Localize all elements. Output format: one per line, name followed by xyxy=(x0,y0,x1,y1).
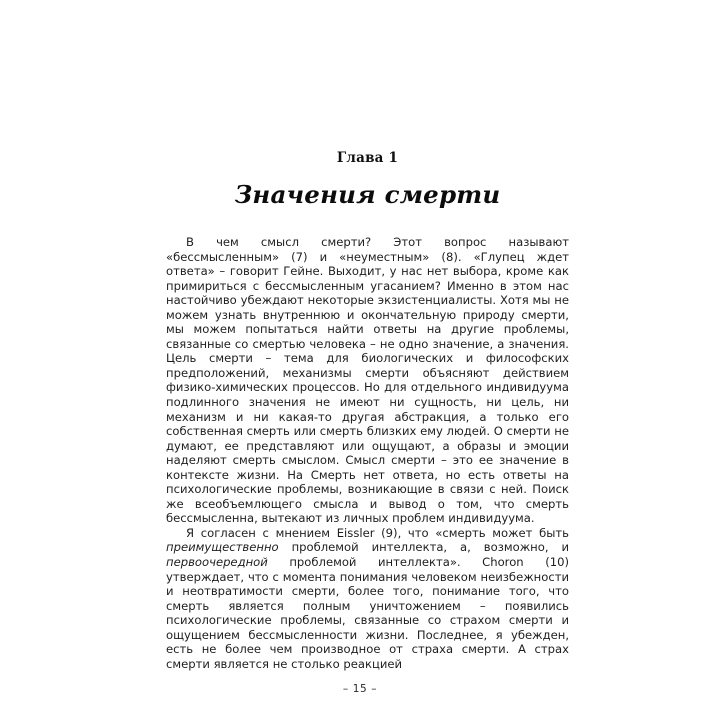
page-number: – 15 – xyxy=(342,683,378,695)
paragraph-2-seg-2: проблемой интеллекта, а, возможно, и xyxy=(278,540,569,555)
body-paragraph-1 xyxy=(166,235,569,526)
page-content xyxy=(166,150,569,671)
paragraph-2-seg-0: Я согласен с мнением Eissler (9), что «смерть может быть xyxy=(186,525,569,540)
paragraph-1-text: В чем смысл смерти? Этот вопрос называют «бессмысленным» (7) и «неуместным» (8). «Глупец ждет ответа» – говорит Гейне. Выходит, у нас нет выбора, кроме как примириться с бессмысленным угасанием? Именно в этом нас настойчиво убеждают некоторые экзистенциалисты. Хотя мы не можем узнать внутреннюю и окончательную природу смерти, мы можем попытаться найти ответы на другие проблемы, связанные со смертью человека – не одно значение, а значения. Цель смерти – тема для биологических и философских предположений, механизмы смерти объясняют действием физико-химических процессов. Но для отдельного индивидуума подлинного значения не имеют ни сущность, ни цель, ни механизм и ни какая-то другая абстракция, а только его собственная смерть или смерть близких ему людей. О смерти не думают, ее представляют или ощущают, а образы и эмоции наделяют смерть смыслом. Смысл смерти – это ее значение в контексте жизни. На Смерть нет ответа, но есть ответы на психологические проблемы, возникающие в связи с ней. Поиск же всеобъемлющего смысла и вывод о том, что смерть бессмысленна, вытекают из личных проблем индивидуума. xyxy=(166,235,569,526)
paragraph-2-seg-3-emphasis: первоочередной xyxy=(166,555,268,570)
chapter-label: Глава 1 xyxy=(336,150,399,166)
body-paragraph-2 xyxy=(166,526,569,671)
paragraph-2-seg-4: проблемой интеллекта». Choron (10) утверждает, что с момента понимания человеком неизбежности и неотвратимости смерти, более того, понимание того, что смерть является полным уничтожением – появились психологические проблемы, связанные со страхом смерти и ощущением бессмысленности жизни. Последнее, я убежден, есть не более чем производное от страха смерти. А страх смерти является не столько реакцией xyxy=(166,555,569,671)
page-title: Значения смерти xyxy=(234,180,501,209)
paragraph-2-seg-1-emphasis: преимущественно xyxy=(166,540,279,555)
